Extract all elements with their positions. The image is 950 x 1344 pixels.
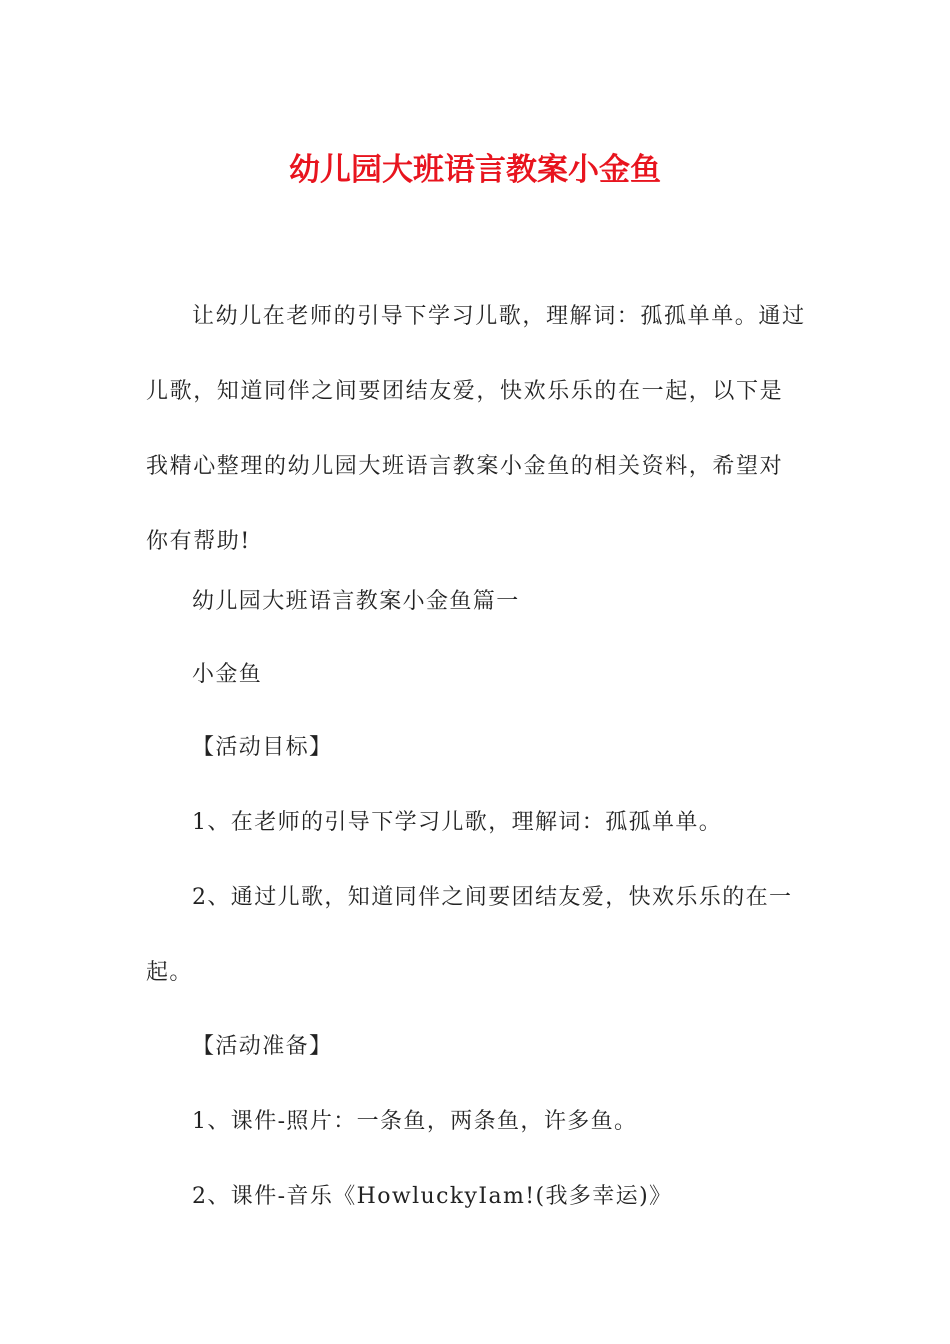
prep-item-2: 2、课件-音乐《HowluckyIam!(我多幸运)》	[192, 1184, 673, 1209]
section-heading: 幼儿园大班语言教案小金鱼篇一	[192, 589, 520, 614]
prep-heading: 【活动准备】	[192, 1034, 333, 1059]
goals-heading: 【活动目标】	[192, 735, 333, 760]
goal-item-1: 1、在老师的引导下学习儿歌，理解词：孤孤单单。	[192, 810, 723, 835]
document-title: 幼儿园大班语言教案小金鱼	[289, 152, 661, 188]
prep-item-1: 1、课件-照片：一条鱼，两条鱼，许多鱼。	[192, 1109, 638, 1134]
intro-paragraph: 让幼儿在老师的引导下学习儿歌，理解词：孤孤单单。通过儿歌，知道同伴之间要团结友爱，快欢乐乐的在一起，以下是我精心整理的幼儿园大班语言教案小金鱼的相关资料，希望对你有帮助!	[146, 304, 806, 554]
subtitle: 小金鱼	[192, 662, 263, 687]
goal-item-2: 2、通过儿歌，知道同伴之间要团结友爱，快欢乐乐的在一起。	[146, 885, 793, 985]
